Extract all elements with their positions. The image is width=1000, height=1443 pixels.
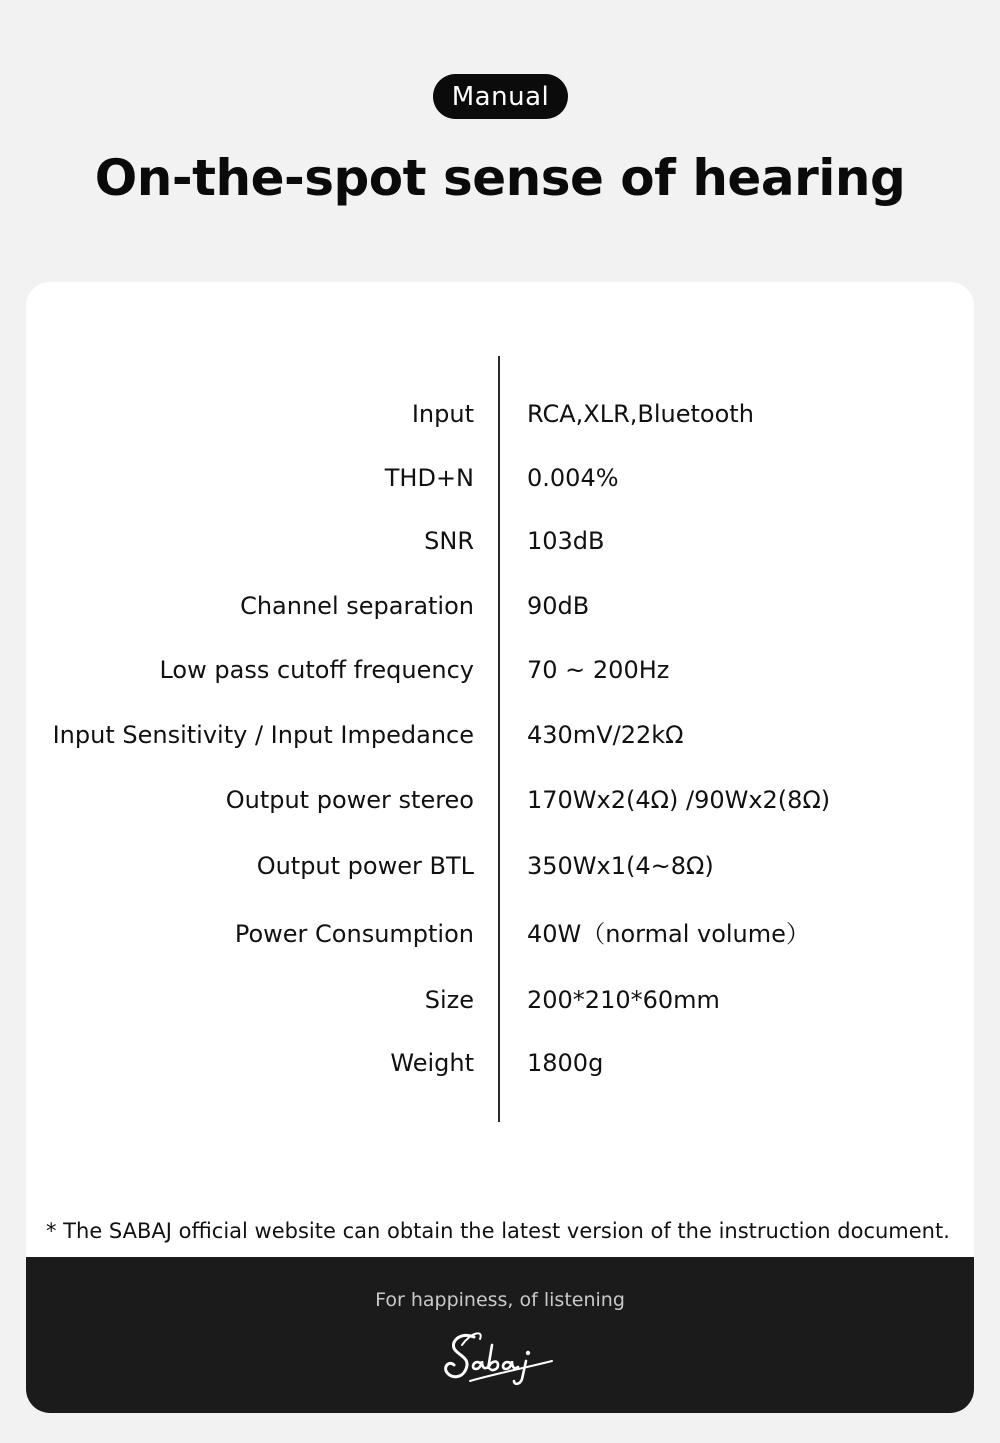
footer-slogan: For happiness, of listening bbox=[375, 1289, 625, 1311]
sabaj-logo bbox=[440, 1323, 560, 1389]
page-title: On-the-spot sense of hearing bbox=[94, 149, 906, 207]
spec-label: Input Sensitivity / Input Impedance bbox=[52, 721, 474, 749]
spec-value: 90dB bbox=[527, 592, 590, 620]
manual-badge-label: Manual bbox=[451, 81, 550, 112]
spec-row-snr bbox=[26, 521, 974, 561]
manual-badge bbox=[433, 74, 568, 119]
spec-value: 170Wx2(4Ω) /90Wx2(8Ω) bbox=[527, 786, 831, 814]
spec-label: Low pass cutoff frequency bbox=[159, 656, 474, 684]
spec-row-output-stereo bbox=[26, 780, 974, 820]
spec-label: Output power stereo bbox=[225, 786, 474, 814]
spec-row-power-consumption bbox=[26, 914, 974, 954]
spec-value: 0.004% bbox=[527, 464, 619, 492]
spec-row-output-btl bbox=[26, 846, 974, 886]
spec-label: Channel separation bbox=[240, 592, 474, 620]
spec-row-size bbox=[26, 980, 974, 1020]
spec-value: 200*210*60mm bbox=[527, 986, 720, 1014]
spec-row-input bbox=[26, 394, 974, 434]
spec-value: 430mV/22kΩ bbox=[527, 721, 684, 749]
spec-label: Power Consumption bbox=[234, 920, 474, 948]
spec-value: 70 ~ 200Hz bbox=[527, 656, 670, 684]
spec-row-input-sensitivity bbox=[26, 715, 974, 755]
spec-row-channel-separation bbox=[26, 586, 974, 626]
footer-banner bbox=[26, 1257, 974, 1413]
footnote: * The SABAJ official website can obtain the latest version of the instruction document. bbox=[46, 1219, 950, 1243]
spec-label: Size bbox=[424, 986, 474, 1014]
spec-label: SNR bbox=[424, 527, 474, 555]
spec-row-low-pass bbox=[26, 650, 974, 690]
spec-value: 1800g bbox=[527, 1049, 604, 1077]
spec-value: 40W（normal volume） bbox=[527, 920, 810, 948]
spec-label: Input bbox=[411, 400, 474, 428]
spec-label: Output power BTL bbox=[256, 852, 474, 880]
spec-label: THD+N bbox=[384, 464, 474, 492]
spec-row-thdn bbox=[26, 458, 974, 498]
spec-label: Weight bbox=[390, 1049, 474, 1077]
spec-value: RCA,XLR,Bluetooth bbox=[527, 400, 754, 428]
spec-value: 103dB bbox=[527, 527, 605, 555]
spec-value: 350Wx1(4~8Ω) bbox=[527, 852, 714, 880]
spec-card bbox=[26, 282, 974, 1413]
spec-row-weight bbox=[26, 1043, 974, 1083]
